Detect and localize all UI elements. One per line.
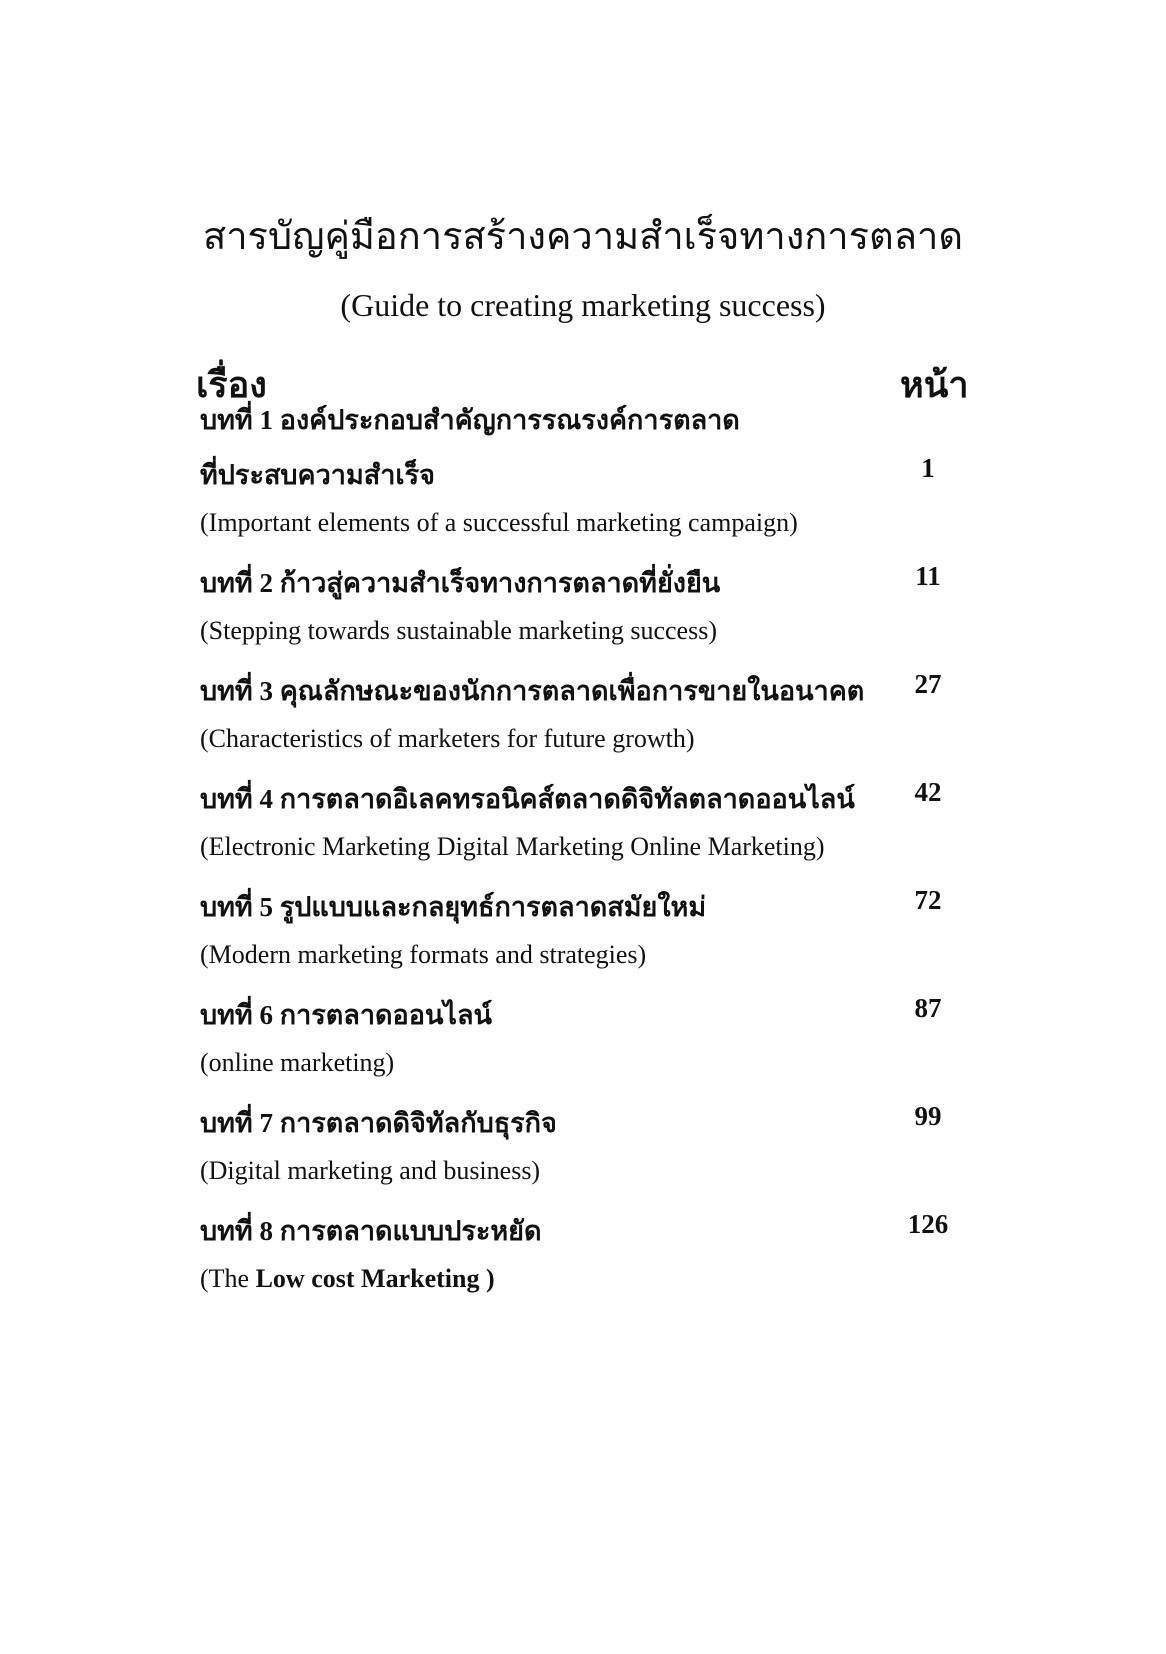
chapter-8-english-prefix: (The [200,1264,256,1293]
chapter-5-title: บทที่ 5 รูปแบบและกลยุทธ์การตลาดสมัยใหม่ [200,892,707,922]
chapter-7-page-number: 99 [914,1101,942,1131]
chapter-3-english-title: (Characteristics of marketers for future growth) [200,724,695,753]
chapter-8-english-title [200,1264,495,1294]
chapter-4-page-number: 42 [914,777,942,807]
chapter-2-english-title: (Stepping towards sustainable marketing success) [200,616,717,645]
chapter-3-page-number: 27 [914,669,942,699]
chapter-1-page-number: 1 [921,453,935,483]
chapter-2-page-number: 11 [915,561,941,591]
chapter-2-title: บทที่ 2 ก้าวสู่ความสำเร็จทางการตลาดที่ยั่งยืน [200,568,721,598]
chapter-6-page-number: 87 [914,993,942,1023]
page-title: สารบัญคู่มือการสร้างความสำเร็จทางการตลาด [203,216,963,258]
chapter-3-title: บทที่ 3 คุณลักษณะของนักการตลาดเพื่อการขายในอนาคต [200,676,865,706]
chapter-5-page-number: 72 [914,885,942,915]
chapter-7-english-title: (Digital marketing and business) [200,1156,541,1185]
page-subtitle: (Guide to creating marketing success) [340,287,826,323]
chapter-7-title: บทที่ 7 การตลาดดิจิทัลกับธุรกิจ [200,1108,557,1138]
chapter-6-english-title: (online marketing) [200,1048,395,1077]
column-header-page: หน้า [900,365,969,405]
chapter-8-english-bold: Low cost Marketing ) [255,1264,495,1293]
chapter-6-title: บทที่ 6 การตลาดออนไลน์ [200,1000,492,1030]
chapter-5-english-title: (Modern marketing formats and strategies) [200,940,647,969]
chapter-8-page-number: 126 [907,1209,949,1239]
chapter-1-english-title: (Important elements of a successful marketing campaign) [200,508,798,537]
chapter-4-english-title: (Electronic Marketing Digital Marketing Online Marketing) [200,832,825,861]
column-header-subject: เรื่อง [196,365,267,405]
chapter-1-title-line-1: บทที่ 1 องค์ประกอบสำคัญการรณรงค์การตลาด [200,405,740,435]
chapter-8-title: บทที่ 8 การตลาดแบบประหยัด [200,1216,542,1246]
chapter-4-title: บทที่ 4 การตลาดอิเลคทรอนิคส์ตลาดดิจิทัลตลาดออนไลน์ [200,784,855,814]
chapter-1-title-line-2: ที่ประสบความสำเร็จ [200,460,435,490]
